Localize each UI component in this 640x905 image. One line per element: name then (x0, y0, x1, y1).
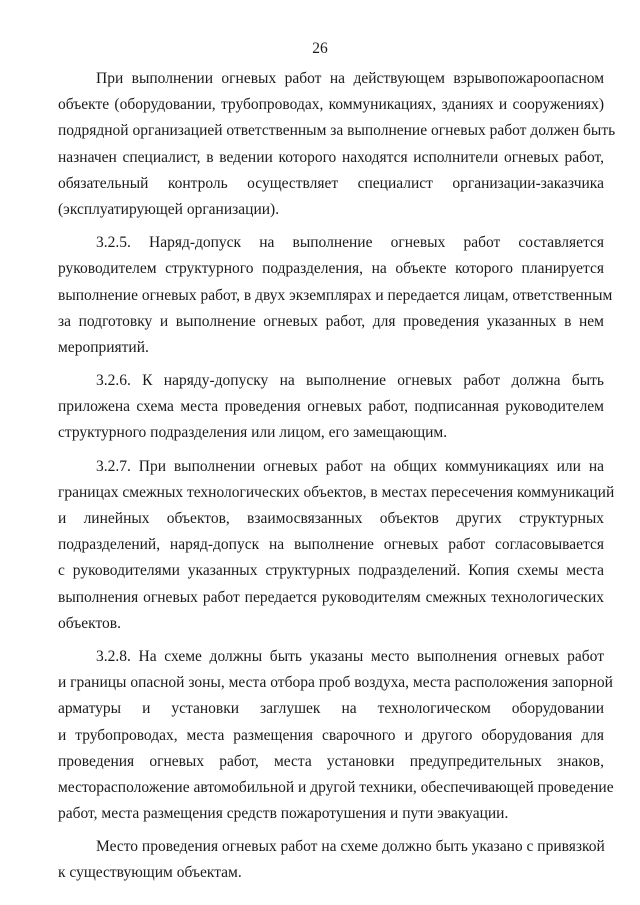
paragraph-gap (58, 361, 604, 368)
paragraph (58, 644, 614, 827)
document-body (58, 66, 616, 887)
text-line: и границы опасной зоны, места отбора проб воздуха, места расположения запорной (58, 674, 613, 692)
paragraph (58, 368, 604, 447)
paragraph-gap (58, 637, 604, 644)
text-line: подразделений, наряд-допуск на выполнение огневых работ согласовывается (58, 536, 604, 554)
text-line: и линейных объектов, взаимосвязанных объектов других структурных (58, 510, 604, 527)
text-line: арматуры и установки заглушек на технологическом оборудовании (58, 700, 604, 718)
text-line: (эксплуатирующей организации). (58, 200, 280, 218)
text-line: выполнение огневых работ, в двух экземплярах и передается лицам, ответственным (58, 286, 613, 304)
text-line: При выполнении огневых работ на действующем взрывопожароопасном (96, 70, 604, 87)
text-line: объекте (оборудовании, трубопроводах, коммуникациях, зданиях и сооружениях) (58, 96, 604, 114)
paragraph (58, 66, 616, 223)
paragraph (58, 834, 604, 886)
text-line: объектов. (58, 614, 121, 632)
text-line: 3.2.5. Наряд-допуск на выполнение огневых работ составляется (96, 234, 604, 252)
text-line: за подготовку и выполнение огневых работ, для проведения указанных в нем (58, 312, 604, 330)
text-line: проведения огневых работ, места установки предупредительных знаков, (58, 752, 604, 770)
paragraph-gap (58, 223, 604, 230)
text-line: руководителем структурного подразделения, на объекте которого планируется (58, 260, 604, 278)
paragraph-gap (58, 447, 604, 454)
text-line: структурного подразделения или лицом, его замещающим. (58, 424, 448, 442)
text-line: мероприятий. (58, 338, 149, 356)
text-line: выполнения огневых работ передается руководителям смежных технологических (58, 588, 604, 606)
text-line: работ, места размещения средств пожаротушения и пути эвакуации. (58, 805, 509, 823)
text-line: 3.2.7. При выполнении огневых работ на общих коммуникациях или на (96, 457, 604, 475)
text-line: обязательный контроль осуществляет специалист организации-заказчика (58, 174, 604, 192)
text-line: границах смежных технологических объектов, в местах пересечения коммуникаций (58, 483, 615, 501)
text-line: приложена схема места проведения огневых работ, подписанная руководителем (58, 398, 604, 416)
text-line: назначен специалист, в ведении которого находятся исполнители огневых работ, (58, 148, 604, 166)
text-line: к существующим объектам. (58, 864, 242, 882)
text-line: месторасположение автомобильной и другой техники, обеспечивающей проведение (58, 778, 614, 796)
text-line: с руководителями указанных структурных подразделений. Копия схемы места (58, 562, 604, 580)
text-line: 3.2.8. На схеме должны быть указаны место выполнения огневых работ (96, 647, 604, 665)
text-line: Место проведения огневых работ на схеме должно быть указано с привязкой (96, 838, 605, 856)
text-line: подрядной организацией ответственным за выполнение огневых работ должен быть (58, 122, 616, 140)
page-number: 26 (312, 40, 328, 57)
text-line: и трубопроводах, места размещения сварочного и другого оборудования для (58, 726, 604, 744)
paragraph-gap (58, 827, 604, 834)
text-line: 3.2.6. К наряду-допуску на выполнение огневых работ должна быть (96, 372, 604, 390)
paragraph (58, 230, 613, 361)
paragraph (58, 454, 615, 637)
